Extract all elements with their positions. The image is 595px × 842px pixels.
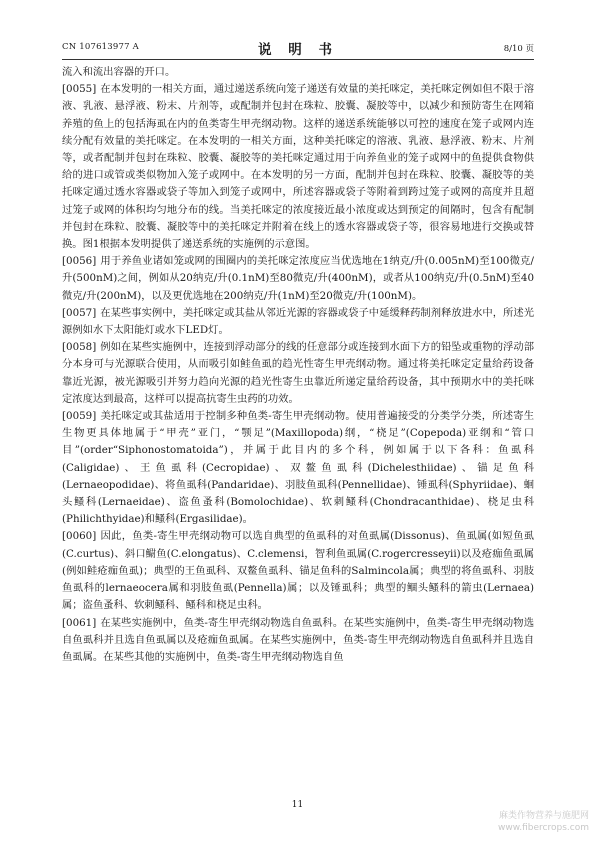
paragraph-0060 <box>62 528 534 614</box>
paragraph-text: 例如在某些实施例中，连接到浮动部分的线的任意部分或连接到水面下方的铅坠或重物的浮动部分本身可与光源联合使用，从而吸引如鲑鱼虱的趋光性寄生甲壳纲动物。通过将美托咪定定量给药设备靠近光源，被光源吸引并努力趋向光源的趋光性寄生虫靠近所递定量给药设备，其中预期水中的美托咪定浓度达到最高，这样可以提高抗寄生虫药的功效。 <box>62 341 534 405</box>
paragraph-text: 因此，鱼类-寄生甲壳纲动物可以选自典型的鱼虱科的对鱼虱属(Dissonus)、鱼虱属(如短鱼虱(C.curtus)、斜口鳚鱼(C.elongatus)、C.clemensi，智利鱼虱属(C.rogercresseyii)以及疮痂鱼虱属(例如鲑疮痂鱼虱)；典型的王鱼虱科、双鳌鱼虱科、锚足鱼科的Salmincola属；典型的将鱼虱科、羽肢鱼虱科的lernaeocera属和羽肢鱼虱(Pennella)属；以及锤虱科；典型的鲴头鳋科的箭虫(Lernaea)属；盗鱼蚤科、软刺鳋科、鳋科和桡足虫科。 <box>62 530 534 612</box>
paragraph-0061 <box>62 615 534 667</box>
page-number: 11 <box>291 800 304 810</box>
page-header <box>62 38 534 58</box>
paragraph-text: 在某些实施例中，鱼类-寄生甲壳纲动物选自鱼虱科。在某些实施例中，鱼类-寄生甲壳纲动物选自鱼虱科并且选自鱼虱属以及疮痂鱼虱属。在某些实施例中，鱼类-寄生甲壳纲动物选自鱼虱科并且选自鱼虱属。在某些其他的实施例中，鱼类-寄生甲壳纲动物选自鱼 <box>62 616 534 663</box>
paragraph-number: [0061] <box>62 616 97 629</box>
document-title: 说 明 书 <box>258 42 338 58</box>
paragraph-0057 <box>62 305 534 339</box>
paragraph-text: 流入和流出容器的开口。 <box>62 66 176 78</box>
patent-number: CN 107613977 A <box>62 42 139 52</box>
paragraph-number: [0058] <box>62 341 97 354</box>
watermark-site-name: 麻类作物营养与施肥网 <box>498 811 589 821</box>
paragraph-0058 <box>62 339 534 408</box>
paragraph-continuation <box>62 64 534 81</box>
paragraph-0055 <box>62 81 534 253</box>
paragraph-0056 <box>62 253 534 305</box>
paragraph-number: [0055] <box>62 83 97 96</box>
paragraph-text: 美托咪定或其盐适用于控制多种鱼类-寄生甲壳纲动物。使用普遍接受的分类学分类，所述寄生生物更具体地属于“甲壳”亚门，“颚足”(Maxillopoda)纲，“桡足”(Copepoda)亚纲和“管口目”(order“Siphonostomatoida”)，并属于此目内的多个科，例如属于以下各科：鱼虱科(Caligidae)、王鱼虱科(Cecropidae)、双鳌鱼虱科(Dichelesthiidae)、锚足鱼科(Lernaeopodidae)、将鱼虱科(Pandaridae)、羽肢鱼虱科(Pennellidae)、锤虱科(Sphyriidae)、蛔头鳋科(Lernaeidae)、盗鱼蚤科(Bomolochidae)、软刺鳋科(Chondracanthidae)、桡足虫科(Philichthyidae)和鳋科(Ergasilidae)。 <box>62 410 534 526</box>
page-indicator: 8/10 页 <box>503 44 534 54</box>
header-divider <box>62 59 534 60</box>
paragraph-number: [0059] <box>62 410 97 423</box>
paragraph-0059 <box>62 408 534 528</box>
paragraph-number: [0057] <box>62 306 97 319</box>
watermark-url: www.fibercrops.com <box>498 823 589 833</box>
paragraph-text: 在本发明的一相关方面，通过递送系统向笼子递送有效量的美托咪定，美托咪定例如但不限于溶液、乳液、悬浮液、粉末、片剂等，或配制并包封在珠粒、胶囊、凝胶等中，以减少和预防寄生在网箱养殖的鱼上的包括海虱在内的鱼类寄生甲壳纲动物。这样的递送系统能够以可控的速度在笼子或网内连续分配有效量的美托咪定。在本发明的一相关方面，这种美托咪定的溶液、乳液、悬浮液、粉末、片剂等，或者配制并包封在珠粒、胶囊、凝胶等的美托咪定通过用于向养鱼业的笼子或网中的鱼提供食物供给的进口或管或类似物加入笼子或网中。在本发明的另一方面，配制并包封在珠粒、胶囊、凝胶等的美托咪定通过透水容器或袋子等加入到笼子或网中，所述容器或袋子等附着到跨过笼子或网的高度并且超过笼子或网的体积均匀地分布的线。当美托咪定的浓度接近最小浓度或达到预定的间隔时，包含有配制并包封在珠粒、胶囊、凝胶等中的美托咪定并附着在线上的透水容器或袋子等，很容易地进行交换或替换。图1根据本发明提供了递送系统的实施例的示意图。 <box>62 83 534 251</box>
paragraph-number: [0056] <box>62 255 97 268</box>
watermark <box>498 810 589 834</box>
paragraph-number: [0060] <box>62 530 97 543</box>
document-body <box>62 64 534 666</box>
paragraph-text: 在某些事实例中，美托咪定或其盐从邻近光源的容器或袋子中延缓释药制剂释放进水中，所述光源例如水下太阳能灯或水下LED灯。 <box>62 306 534 337</box>
paragraph-text: 用于养鱼业诸如笼或网的围圈内的美托咪定浓度应当优选地在1纳克/升(0.005nM)至100微克/升(500nM)之间，例如从20纳克/升(0.1nM)至80微克/升(400nM)，或者从100纳克/升(0.5nM)至40微克/升(200nM)，以及更优选地在200纳克/升(1nM)至20微克/升(100nM)。 <box>62 255 534 302</box>
